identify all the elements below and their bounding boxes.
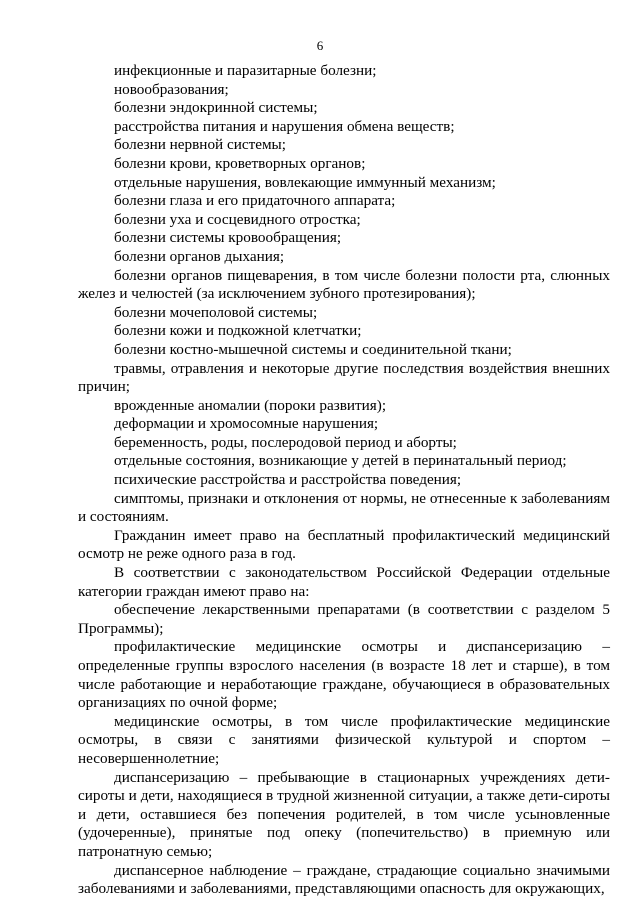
paragraph: новообразования; [114,80,229,98]
paragraph: диспансерное наблюдение – граждане, страдающие социально значимыми заболеваниями и заболеваниями, представляющими опасность для окружающих, [78,861,610,898]
paragraph: инфекционные и паразитарные болезни; [114,62,377,79]
paragraph: болезни эндокринной системы; [114,99,318,117]
paragraph: профилактические медицинские осмотры и диспансеризацию – определенные группы взрослого населения (в возрасте 18 лет и старше), в том числе работающие и неработающие граждане, обучающиеся в образовательных организациях по очной форме; [78,638,610,712]
paragraph: симптомы, признаки и отклонения от нормы, не отнесенные к заболеваниям и состояниям. [78,489,610,526]
paragraph: деформации и хромосомные нарушения; [114,415,379,433]
paragraph: беременность, роды, послеродовой период и аборты; [114,433,457,451]
paragraph: болезни органов пищеварения, в том числе болезни полости рта, слюнных желез и челюстей (за исключением зубного протезирования); [78,266,610,303]
paragraph: медицинские осмотры, в том числе профилактические медицинские осмотры, в связи с занятиями физической культурой и спортом – несовершеннолетние; [78,712,610,767]
paragraph: диспансеризацию – пребывающие в стационарных учреждениях дети-сироты и дети, находящиеся в трудной жизненной ситуации, а также дети-сироты и дети, оставшиеся без попечения родителей, в том числе усыновленные (удочеренные), принятые под опеку (попечительство) в приемную или патронатную семью; [78,768,610,860]
paragraph: отдельные нарушения, вовлекающие иммунный механизм; [114,173,496,191]
paragraph: психические расстройства и расстройства поведения; [114,471,462,489]
paragraph: травмы, отравления и некоторые другие последствия воздействия внешних причин; [78,359,610,396]
paragraph: болезни костно-мышечной системы и соединительной ткани; [114,340,512,358]
paragraph: врожденные аномалии (пороки развития); [114,396,387,414]
paragraph: отдельные состояния, возникающие у детей в перинатальный период; [114,452,567,470]
paragraph: Гражданин имеет право на бесплатный профилактический медицинский осмотр не реже одного раза в год. [78,526,610,563]
paragraph: болезни уха и сосцевидного отростка; [114,210,361,228]
paragraph: В соответствии с законодательством Российской Федерации отдельные категории граждан имеют право на: [78,564,610,600]
paragraph: болезни органов дыхания; [114,247,285,265]
paragraph: болезни крови, кроветворных органов; [114,154,366,172]
document-body [78,62,610,899]
paragraph: болезни системы кровообращения; [114,229,342,247]
page-number: 6 [316,38,324,53]
paragraph: обеспечение лекарственными препаратами (в соответствии с разделом 5 Программы); [78,601,610,637]
paragraph: расстройства питания и нарушения обмена веществ; [114,117,455,135]
paragraph: болезни нервной системы; [114,136,286,154]
paragraph: болезни глаза и его придаточного аппарата; [114,192,396,210]
paragraph: болезни кожи и подкожной клетчатки; [114,322,362,340]
paragraph: болезни мочеполовой системы; [114,303,318,321]
